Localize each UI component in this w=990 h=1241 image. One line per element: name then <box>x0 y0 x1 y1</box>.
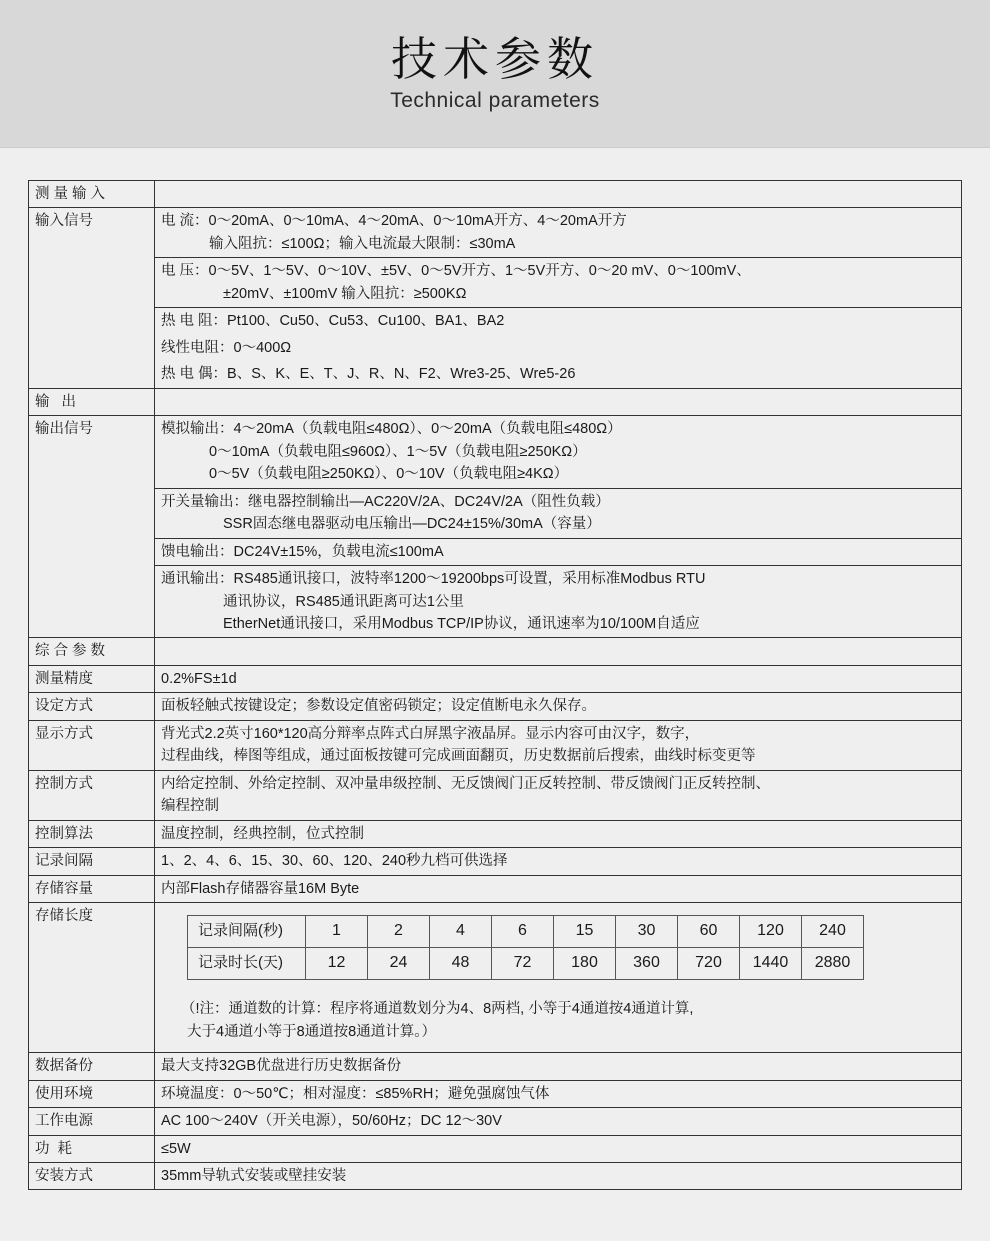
section-label-output: 输 出 <box>29 388 155 415</box>
text-line: 电 压：0～5V、1～5V、0～10V、±5V、0～5V开方、1～5V开方、0～20 mV、0～100mV、 <box>161 263 751 280</box>
text-line: 编程控制 <box>161 798 219 815</box>
text-line: 通讯协议，RS485通讯距离可达1公里 <box>223 593 464 610</box>
cell-installation: 35mm导轨式安装或壁挂安装 <box>155 1162 962 1189</box>
text-line: 模拟输出：4～20mA（负载电阻≤480Ω）、0～20mA（负载电阻≤480Ω） <box>161 421 622 438</box>
storage-interval-cell: 30 <box>616 916 678 948</box>
table-row <box>29 903 962 1053</box>
text-line: 内给定控制、外给定控制、双冲量串级控制、无反馈阀门正反转控制、带反馈阀门正反转控制、 <box>161 775 770 792</box>
storage-duration-cell: 2880 <box>802 947 864 979</box>
cell-control-algorithm: 温度控制，经典控制，位式控制 <box>155 820 962 847</box>
cell-output-switch <box>155 488 962 538</box>
table-row <box>188 947 864 979</box>
cell-accuracy: 0.2%FS±1d <box>155 665 962 692</box>
table-row <box>29 388 962 415</box>
text-line: 热 电 阻：Pt100、Cu50、Cu53、Cu100、BA1、BA2 <box>161 313 505 330</box>
section-label-comprehensive: 综合参数 <box>29 638 155 665</box>
table-row <box>29 416 962 488</box>
storage-duration-cell: 360 <box>616 947 678 979</box>
table-row <box>29 538 962 565</box>
table-row <box>29 488 962 538</box>
table-row <box>29 875 962 902</box>
text-line: EtherNet通讯接口，采用Modbus TCP/IP协议，通讯速率为10/100M自适应 <box>223 615 700 632</box>
storage-note <box>161 986 955 1050</box>
storage-length-table-wrap <box>161 905 955 986</box>
row-label-data-backup: 数据备份 <box>29 1053 155 1080</box>
text-line: 线性电阻：0～400Ω <box>161 339 292 356</box>
cell-storage-capacity: 内部Flash存储器容量16M Byte <box>155 875 962 902</box>
table-row <box>29 258 962 308</box>
table-row <box>29 820 962 847</box>
storage-duration-cell: 48 <box>430 947 492 979</box>
storage-interval-cell: 240 <box>802 916 864 948</box>
page-title: 技术参数 <box>391 33 599 86</box>
table-row <box>29 1080 962 1107</box>
table-row <box>29 693 962 720</box>
storage-duration-cell: 12 <box>306 947 368 979</box>
text-line: 输入阻抗：≤100Ω；输入电流最大限制：≤30mA <box>209 235 516 252</box>
row-label-control-method: 控制方式 <box>29 770 155 820</box>
text-line: ±20mV、±100mV 输入阻抗：≥500KΩ <box>223 285 467 302</box>
table-row <box>29 638 962 665</box>
storage-duration-cell: 72 <box>492 947 554 979</box>
cell-input-thermocouple <box>155 361 962 388</box>
storage-duration-cell: 24 <box>368 947 430 979</box>
table-row <box>188 916 864 948</box>
section-blank-output <box>155 388 962 415</box>
text-line: 馈电输出：DC24V±15%，负载电流≤100mA <box>161 543 444 560</box>
text-line: 0～10mA（负载电阻≤960Ω）、1～5V（负载电阻≥250KΩ） <box>209 443 587 460</box>
row-label-record-interval: 记录间隔 <box>29 848 155 875</box>
section-blank-comprehensive <box>155 638 962 665</box>
row-label-setting-method: 设定方式 <box>29 693 155 720</box>
storage-duration-cell: 1440 <box>740 947 802 979</box>
storage-interval-cell: 4 <box>430 916 492 948</box>
table-row <box>29 848 962 875</box>
text-line: 过程曲线，棒图等组成，通过面板按键可完成画面翻页，历史数据前后搜索，曲线时标变更等 <box>161 748 756 765</box>
row-label-storage-length: 存储长度 <box>29 903 155 1053</box>
row-label-consumption: 功 耗 <box>29 1135 155 1162</box>
row-label-input-signal: 输入信号 <box>29 208 155 388</box>
row-label-storage-capacity: 存储容量 <box>29 875 155 902</box>
cell-input-current <box>155 208 962 258</box>
cell-output-analog <box>155 416 962 488</box>
table-row <box>29 208 962 258</box>
text-line: 大于4通道小等于8通道按8通道计算。） <box>187 1023 436 1040</box>
cell-power: AC 100～240V（开关电源），50/60Hz；DC 12～30V <box>155 1108 962 1135</box>
row-label-accuracy: 测量精度 <box>29 665 155 692</box>
text-line: 电 流：0～20mA、0～10mA、4～20mA、0～10mA开方、4～20mA开方 <box>161 213 627 230</box>
row-label-display-method: 显示方式 <box>29 720 155 770</box>
table-row <box>29 308 962 335</box>
specification-table <box>28 180 962 1190</box>
storage-duration-cell: 720 <box>678 947 740 979</box>
cell-display-method <box>155 720 962 770</box>
cell-environment: 环境温度：0～50℃；相对湿度：≤85%RH；避免强腐蚀气体 <box>155 1080 962 1107</box>
storage-interval-cell: 1 <box>306 916 368 948</box>
text-line: 通讯输出：RS485通讯接口，波特率1200～19200bps可设置，采用标准Modbus RTU <box>161 571 706 588</box>
section-label-measure-input: 测量输入 <box>29 181 155 208</box>
spec-sheet <box>0 148 990 1200</box>
section-blank-measure-input <box>155 181 962 208</box>
cell-data-backup: 最大支持32GB优盘进行历史数据备份 <box>155 1053 962 1080</box>
table-row <box>29 181 962 208</box>
text-line: 开关量输出：继电器控制输出—AC220V/2A、DC24V/2A（阻性负载） <box>161 493 610 510</box>
table-row <box>29 1162 962 1189</box>
text-line: 热 电 偶：B、S、K、E、T、J、R、N、F2、Wre3-25、Wre5-26 <box>161 366 576 383</box>
storage-row-head-interval: 记录间隔(秒) <box>188 916 306 948</box>
storage-length-table <box>187 915 864 980</box>
storage-duration-cell: 180 <box>554 947 616 979</box>
cell-record-interval: 1、2、4、6、15、30、60、120、240秒九档可供选择 <box>155 848 962 875</box>
storage-row-head-duration: 记录时长(天) <box>188 947 306 979</box>
storage-interval-cell: 15 <box>554 916 616 948</box>
cell-input-rtd <box>155 308 962 335</box>
storage-interval-cell: 60 <box>678 916 740 948</box>
page-subtitle: Technical parameters <box>390 88 600 112</box>
row-label-power: 工作电源 <box>29 1108 155 1135</box>
cell-input-linear-resistance <box>155 335 962 361</box>
table-row <box>29 720 962 770</box>
table-row <box>29 361 962 388</box>
table-row <box>29 566 962 638</box>
text-line: SSR固态继电器驱动电压输出—DC24±15%/30mA（容量） <box>223 516 601 533</box>
storage-interval-cell: 6 <box>492 916 554 948</box>
cell-output-feed <box>155 538 962 565</box>
table-row <box>29 1135 962 1162</box>
table-row <box>29 1053 962 1080</box>
storage-interval-cell: 120 <box>740 916 802 948</box>
storage-interval-cell: 2 <box>368 916 430 948</box>
row-label-control-algorithm: 控制算法 <box>29 820 155 847</box>
table-row <box>29 770 962 820</box>
text-line: （!注：通道数的计算：程序将通道数划分为4、8两档, 小等于4通道按4通道计算, <box>181 1000 694 1017</box>
cell-control-method <box>155 770 962 820</box>
row-label-environment: 使用环境 <box>29 1080 155 1107</box>
cell-setting-method: 面板轻触式按键设定；参数设定值密码锁定；设定值断电永久保存。 <box>155 693 962 720</box>
cell-consumption: ≤5W <box>155 1135 962 1162</box>
row-label-output-signal: 输出信号 <box>29 416 155 638</box>
page-header <box>0 0 990 148</box>
cell-input-voltage <box>155 258 962 308</box>
table-row <box>29 665 962 692</box>
cell-storage-length <box>155 903 962 1053</box>
text-line: 0～5V（负载电阻≥250KΩ）、0～10V（负载电阻≥4KΩ） <box>209 466 569 483</box>
table-row <box>29 335 962 361</box>
table-row <box>29 1108 962 1135</box>
cell-output-comm <box>155 566 962 638</box>
row-label-installation: 安装方式 <box>29 1162 155 1189</box>
text-line: 背光式2.2英寸160*120高分辩率点阵式白屏黑字液晶屏。显示内容可由汉字，数字， <box>161 725 700 742</box>
